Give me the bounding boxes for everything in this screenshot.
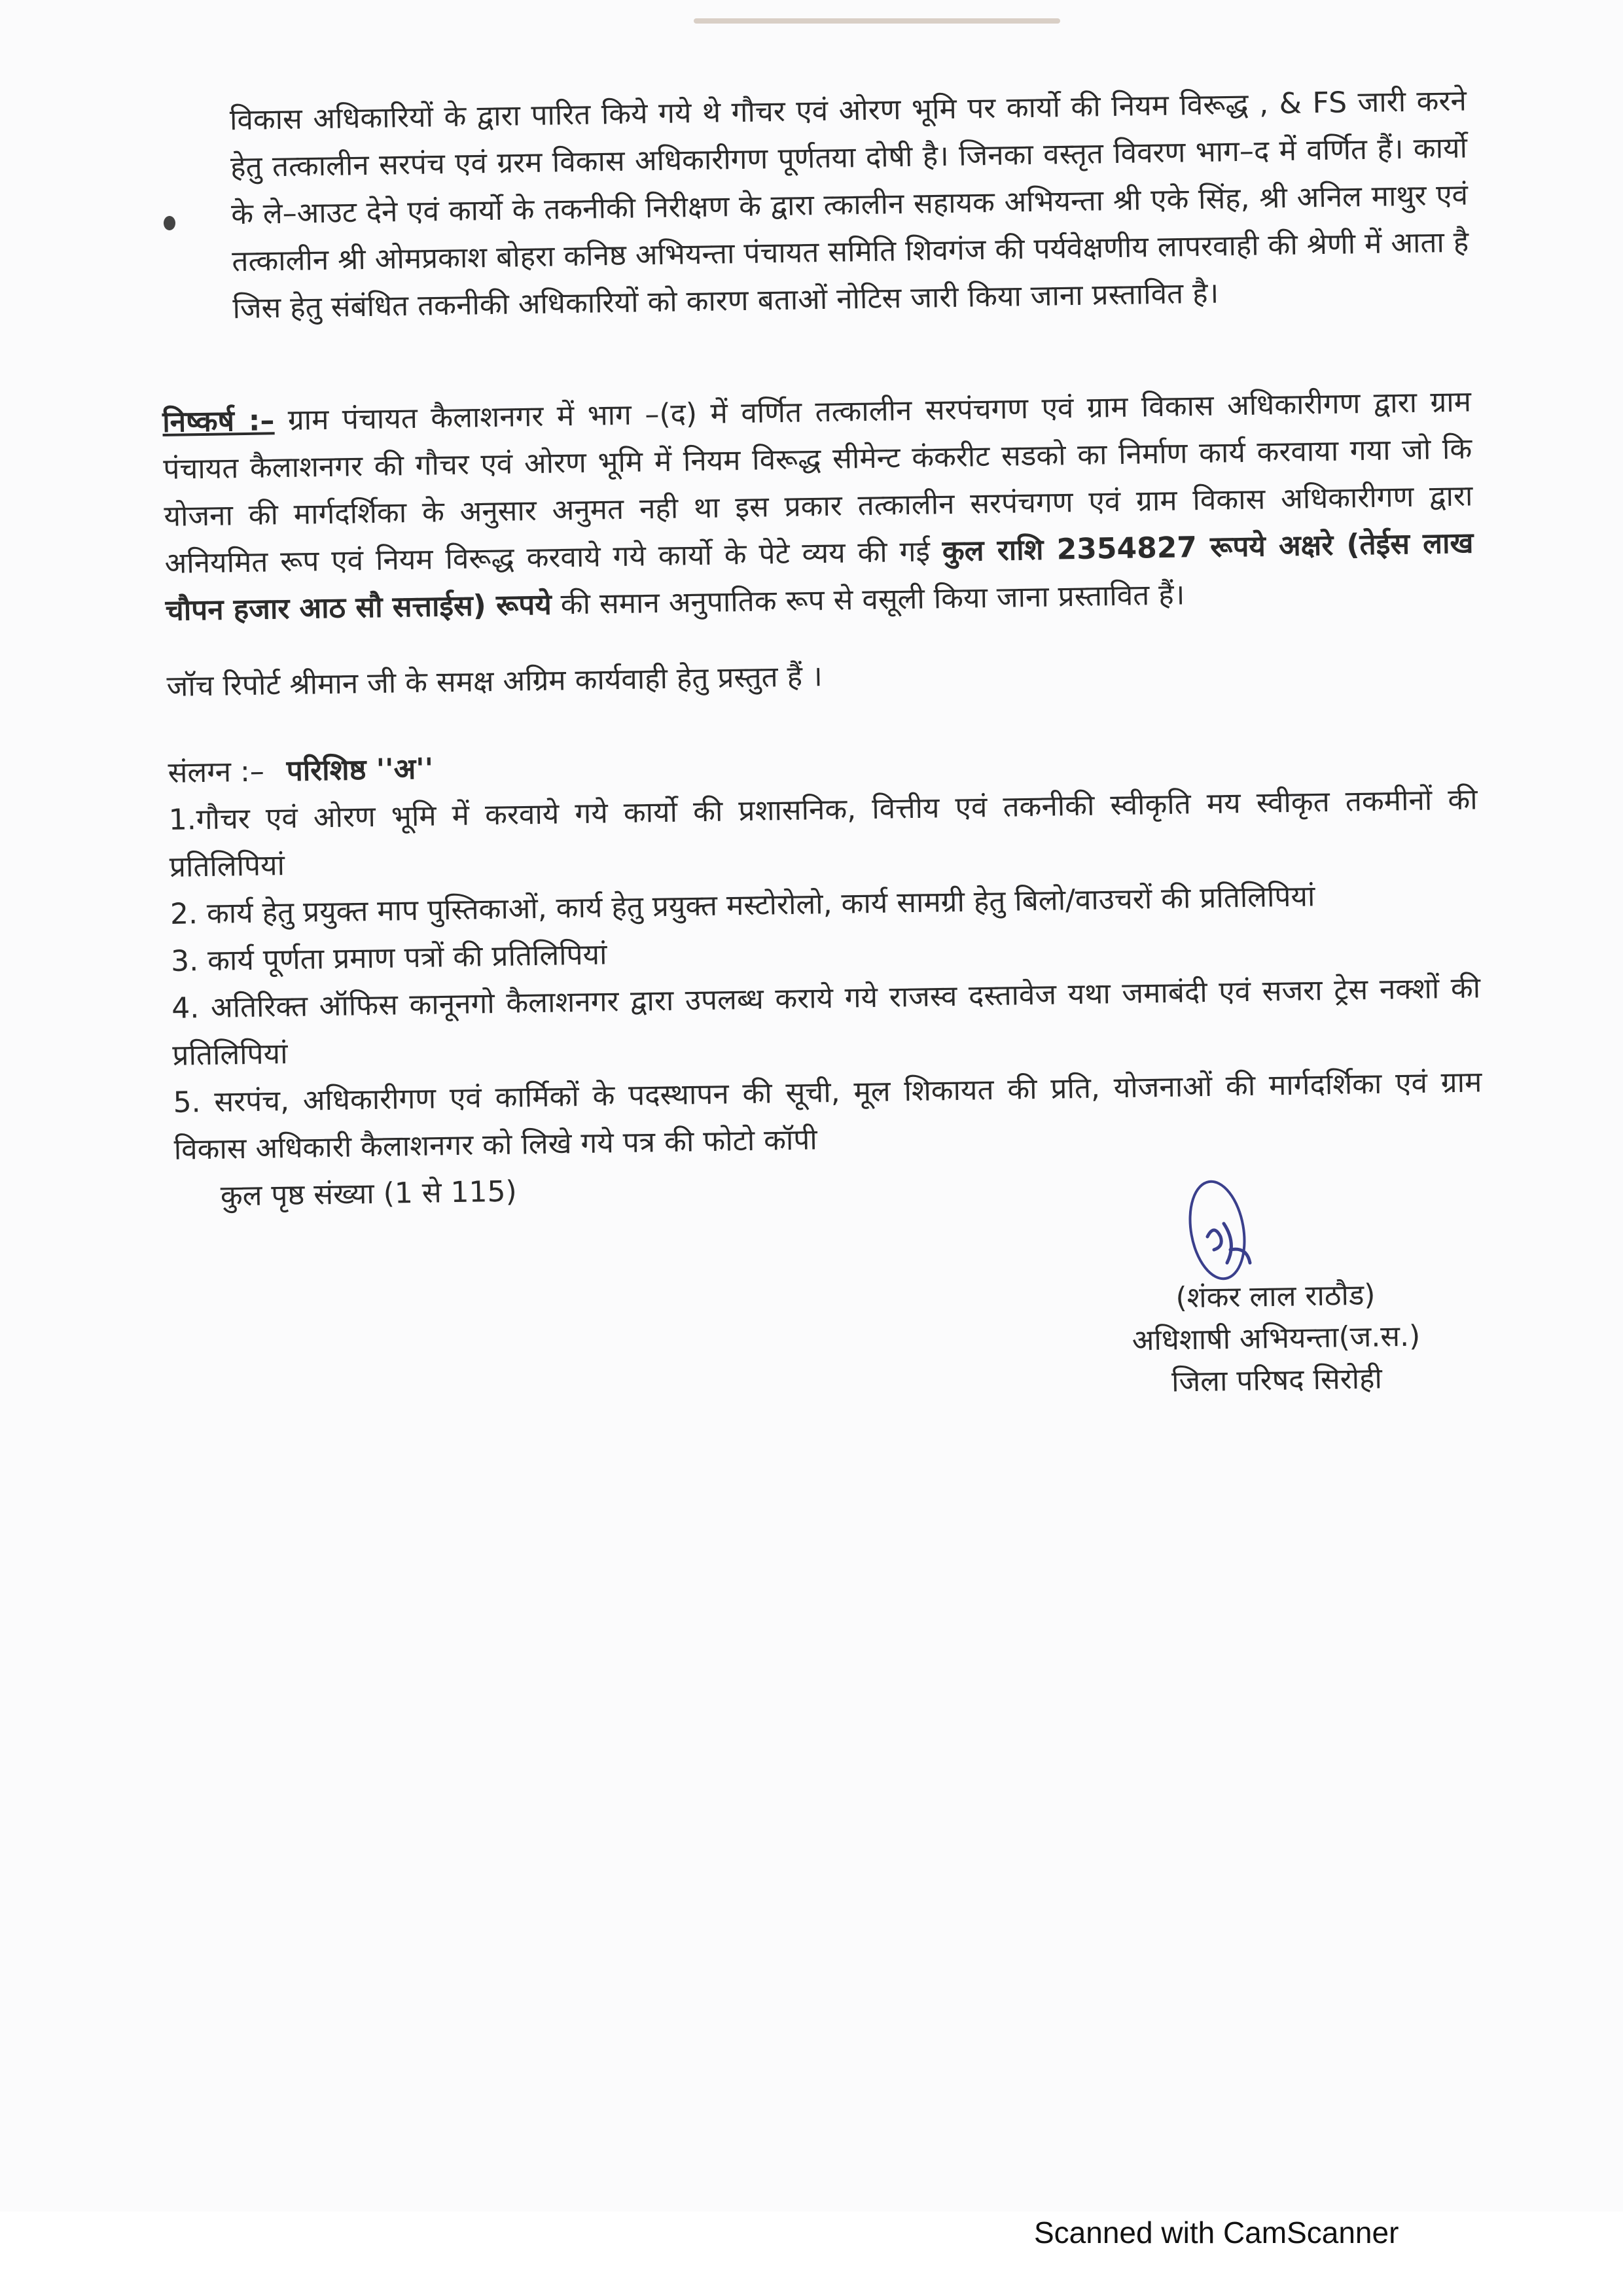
attachments-title: परिशिष्ठ ''अ'' (286, 752, 434, 788)
total-pages: कुल पृष्ठ संख्या (1 से 115) (220, 1174, 518, 1213)
list-item: 3. कार्य पूर्णता प्रमाण पत्रों की प्रतिलिपियां (170, 938, 607, 978)
attachments-label: संलग्न :– (168, 754, 265, 790)
list-item: 5. सरपंच, अधिकारीगण एवं कार्मिकों के पदस्थापन की सूची, मूल शिकायत की प्रति, योजनाओं की मार्गदर्शिका एवं ग्राम विकास अधिकारी कैलाशनगर को लिखे गये पत्र की फोटो कॉपी (173, 1065, 1482, 1167)
report-line: जॉच रिपोर्ट श्रीमान जी के समक्ष अग्रिम कार्यवाही हेतु प्रस्तुत हैं । (166, 660, 823, 703)
conclusion-amount: कुल राशि 2354827 रूपये अक्षरे (तेईस लाख चौपन हजार आठ सौ सत्ताईस) रूपये (165, 526, 1474, 627)
list-item: 4. अतिरिक्त ऑफिस कानूनगो कैलाशनगर द्वारा उपलब्ध कराये गये राजस्व दस्तावेज यथा जमाबंदी एवं सजरा ट्रेस नक्शों की प्रतिलिपियां (171, 971, 1481, 1072)
paper-edge-mark (694, 18, 1060, 24)
letter-body (157, 58, 1484, 1221)
signatory-office: जिला परिषद सिरोही (1171, 1362, 1383, 1399)
signatory-designation: अधिशाषी अभियन्ता(ज.स.) (1132, 1319, 1421, 1358)
list-item: 2. कार्य हेतु प्रयुक्त माप पुस्तिकाओं, कार्य हेतु प्रयुक्त मस्टोरोलो, कार्य सामग्री हेतु बिलो/वाउचरों की प्रतिलिपियां (169, 879, 1315, 931)
conclusion-text-1: ग्राम पंचायत कैलाशनगर में भाग –(द) में वर्णित तत्कालीन सरपंचगण एवं ग्राम विकास अधिकारीगण द्वारा ग्राम पंचायत कैलाशनगर की गौचर एवं ओरण भूमि में नियम विरूद्ध सीमेन्ट कंकरीट सडको का निर्माण कार्य करवाया गया जो कि योजना की मार्गदर्शिका के अनुसार अनुमत नही था इस प्रकार तत्कालीन सरपंचगण एवं ग्राम विकास अधिकारीगण द्वारा अनियमित रूप एवं नियम विरूद्ध करवाये गये कार्यो के पेटे व्यय की गई (162, 385, 1473, 580)
scanner-watermark: Scanned with CamScanner (1034, 2216, 1399, 2250)
conclusion-text-2: की समान अनुपातिक रूप से वसूली किया जाना प्रस्तावित हैं। (560, 578, 1185, 622)
conclusion-heading: निष्कर्ष :– (162, 404, 275, 439)
attachments-section (168, 729, 1484, 1220)
body-paragraph-1: विकास अधिकारियों के द्वारा पारित किये गये थे गौचर एवं ओरण भूमि पर कार्यो की नियम विरूद्ध , & FS जारी करने हेतु तत्कालीन सरपंच एवं ग्ररम विकास अधिकारीगण पूर्णतया दोषी है। जिनका वस्तृत विवरण भाग–द में वर्णित हैं। कार्यो के ले–आउट देने एवं कार्यो के तकनीकी निरीक्षण के द्वारा त्कालीन सहायक अभियन्ता श्री एके सिंह, श्री अनिल माथुर एवं तत्कालीन श्री ओमप्रकाश बोहरा कनिष्ठ अभियन्ता पंचायत समिति शिवगंज की पर्यवेक्षणीय लापरवाही की श्रेणी में आता है जिस हेतु संबंधित तकनीकी अधिकारियों को कारण बताओं नोटिस जारी किया जाना प्रस्तावित है। (229, 84, 1469, 326)
conclusion-paragraph (162, 379, 1474, 635)
signatory-name: (शंकर लाल राठौड) (1175, 1278, 1376, 1315)
list-item: 1.गौचर एवं ओरण भूमि में करवाये गये कार्यो की प्रशासनिक, वित्तीय एवं तकनीकी स्वीकृति मय स्वीकृत तकमीनों की प्रतिलिपियां (168, 783, 1478, 884)
signature-block (1079, 1273, 1474, 1404)
attachments-list (168, 776, 1483, 1173)
